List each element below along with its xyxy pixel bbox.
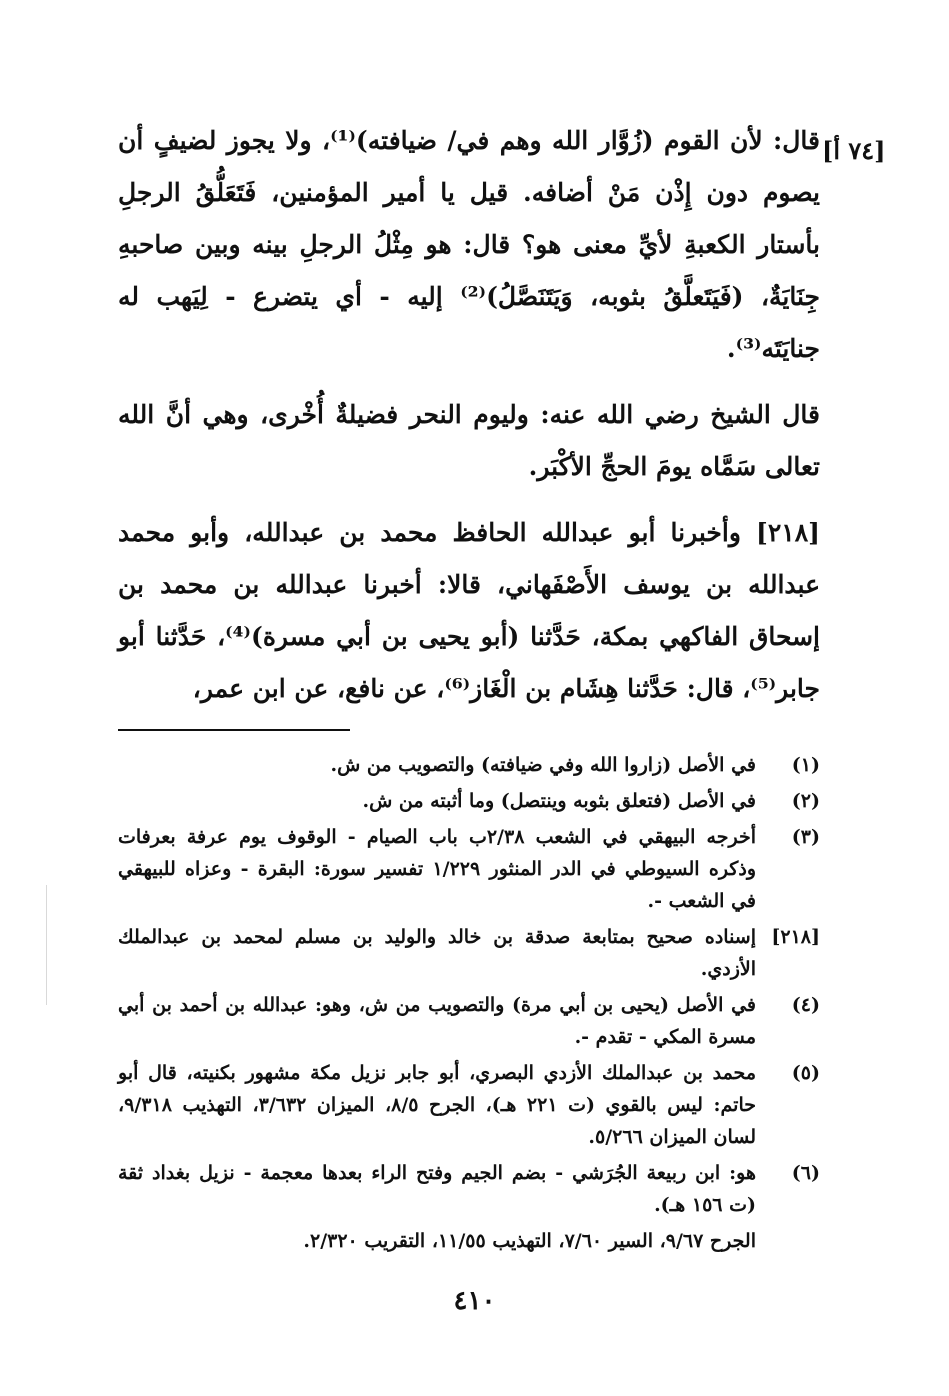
footnote-item bbox=[118, 921, 820, 985]
footnote-number: [٢١٨] bbox=[771, 926, 820, 948]
footnote-number: (٥) bbox=[791, 1062, 820, 1084]
footnote-separator bbox=[118, 729, 350, 731]
footnote-item bbox=[118, 1057, 820, 1153]
page-number: ٤١٠ bbox=[453, 1286, 496, 1316]
footnote-item bbox=[118, 989, 820, 1053]
footnote-text: هو: ابن ربيعة الجُرَشي - بضم الجيم وفتح الراء بعدها معجمة - نزيل بغداد ثقة (ت ١٥٦ هـ). bbox=[118, 1162, 756, 1216]
footnote-number: (٢) bbox=[791, 790, 820, 812]
main-paragraph-2: قال الشيخ رضي الله عنه: وليوم النحر فضيلةٌ أُخْرى، وهي أنَّ الله تعالى سَمَّاه يومَ الحجِّ الأكْبَر. bbox=[118, 400, 821, 481]
footnote-continuation: الجرح ٩/٦٧، السير ٧/٦٠، التهذيب ١١/٥٥، التقريب ٢/٣٢٠. bbox=[303, 1230, 756, 1252]
folio-margin-note: [٧٤ أ] bbox=[822, 136, 886, 165]
main-paragraph-3: [٢١٨] وأخبرنا أبو عبدالله الحافظ محمد بن عبدالله، وأبو محمد عبدالله بن يوسف الأَصْفَهاني، قالا: أخبرنا عبدالله بن محمد بن إسحاق الفاكهي بمكة، حَدَّثنا (أبو يحيى بن أبي مسرة)⁽⁴⁾، حَدَّثنا أبو جابر⁽⁵⁾، قال: حَدَّثنا هِشَام بن الْغَاز⁽⁶⁾، عن نافع، عن ابن عمر، bbox=[118, 518, 820, 703]
footnote-number: (٤) bbox=[791, 994, 820, 1016]
footnote-item bbox=[118, 785, 820, 817]
footnote-text: في الأصل (زاروا الله وفي ضيافته) والتصويب من ش. bbox=[330, 754, 756, 776]
footnote-text: في الأصل (فتعلق بثوبه وينتصل) وما أثبته من ش. bbox=[362, 790, 756, 812]
footnote-text: محمد بن عبدالملك الأزدي البصري، أبو جابر نزيل مكة مشهور بكنيته، قال أبو حاتم: ليس بالقوي (ت ٢٢١ هـ)، الجرح ٨/٥، الميزان ٣/٦٣٢، التهذيب ٩/٣١٨، لسان الميزان ٥/٢٦٦. bbox=[118, 1062, 756, 1148]
footnote-number: (٦) bbox=[791, 1162, 820, 1184]
footnote-number: (٣) bbox=[791, 826, 820, 848]
footnote-item bbox=[118, 821, 820, 917]
footnote-item bbox=[118, 1157, 820, 1221]
footnote-number: (١) bbox=[791, 754, 820, 776]
footnote-text: في الأصل (يحيى بن أبي مرة) والتصويب من ش، وهو: عبدالله بن أحمد بن أبي مسرة المكي - تقدم -. bbox=[118, 994, 756, 1048]
footnote-separator-wrap bbox=[118, 729, 820, 731]
main-paragraph-1: قال: لأن القوم (زُوَّار الله وهم في/ ضيافته)⁽¹⁾، ولا يجوز لضيفٍ أن يصوم دون إِذْن مَنْ أضافه. قيل يا أمير المؤمنين، فَتَعَلُّقُ الرجلِ بأستار الكعبةِ لأيِّ معنى هو؟ قال: هو مِثْلُ الرجلِ بينه وبين صاحبهِ جِنَايَةٌ، (فَيَتَعلَّقُ بثوبه، وَيَتَنَصَّلُ)⁽²⁾ إليه - أي يتضرع - لِيَهب له جنايَتَه⁽³⁾. bbox=[118, 126, 820, 363]
footnote-item bbox=[118, 749, 820, 781]
page-body bbox=[118, 115, 820, 1257]
footnote-text: أخرجه البيهقي في الشعب ٢/٣٨ب باب الصيام - الوقوف يوم عرفة بعرفات وذكره السيوطي في الدر المنثور ١/٢٢٩ تفسير سورة: البقرة - وعزاه للبيهقي في الشعب -. bbox=[118, 826, 756, 912]
scan-edge-line bbox=[46, 885, 47, 1005]
footnote-text: إسناده صحيح بمتابعة صدقة بن خالد والوليد بن مسلم لمحمد بن عبدالملك الأزدي. bbox=[118, 926, 756, 980]
